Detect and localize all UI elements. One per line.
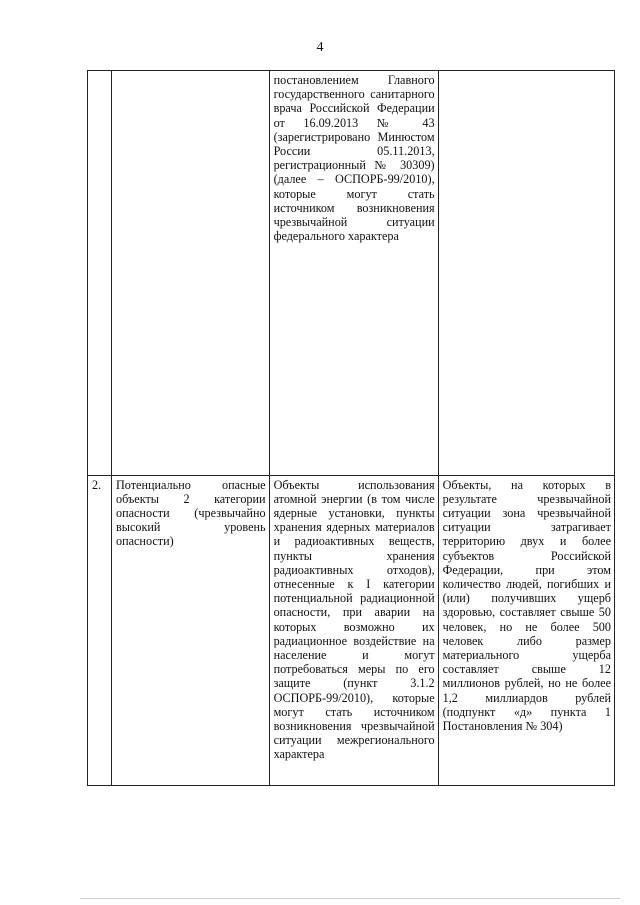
object-definition: Объекты использования атомной энергии (в том числе ядерные установки, пункты хранения ядерных материалов и радиоактивных веществ, пункты хранения радиоактивных отходов), отнесенные к I категории потенциальной радиационной опасности, при аварии на которых возможно их радиационное воздействие на население и могут потребоваться меры по его защите (пункт 3.1.2 ОСПОРБ-99/2010), которые могут стать источником возникновения чрезвычайной ситуации межрегионального характера [273, 477, 435, 762]
object-name-cell [112, 475, 270, 785]
object-name: Потенциально опасные объекты 2 категории опасности (чрезвычайно высокий уровень опасности) [116, 477, 266, 549]
object-criteria: Объекты, на которых в результате чрезвычайной ситуации зона чрезвычайной ситуации затрагивает территорию двух и более субъектов Российской Федерации, при этом количество людей, погибших и (или) получивших ущерб здоровью, составляет свыше 50 человек, но не более 500 человек либо размер материального ущерба составляет свыше 12 миллионов рублей, но не более 1,2 миллиардов рублей (подпункт «д» пункта 1 Постановления № 304) [442, 477, 611, 734]
table-row [88, 71, 615, 476]
object-name-cell [112, 71, 270, 476]
page-bottom-edge [80, 898, 620, 899]
row-number-cell [88, 475, 112, 785]
page-number: 4 [316, 40, 324, 55]
object-definition: постановлением Главного государственного санитарного врача Российской Федерации от 16.09.2013 № 43 (зарегистрировано Минюстом России 05.11.2013, регистрационный № 30309) (далее – ОСПОРБ-99/2010), которые могут стать источником возникновения чрезвычайной ситуации федерального характера [273, 73, 435, 244]
row-number-cell [88, 71, 112, 476]
table-row [88, 475, 615, 785]
criteria-cell [438, 71, 614, 476]
criteria-cell [438, 475, 614, 785]
row-number: 2. [92, 477, 102, 492]
definition-cell [269, 71, 438, 476]
document-table [87, 70, 615, 786]
definition-cell [269, 475, 438, 785]
